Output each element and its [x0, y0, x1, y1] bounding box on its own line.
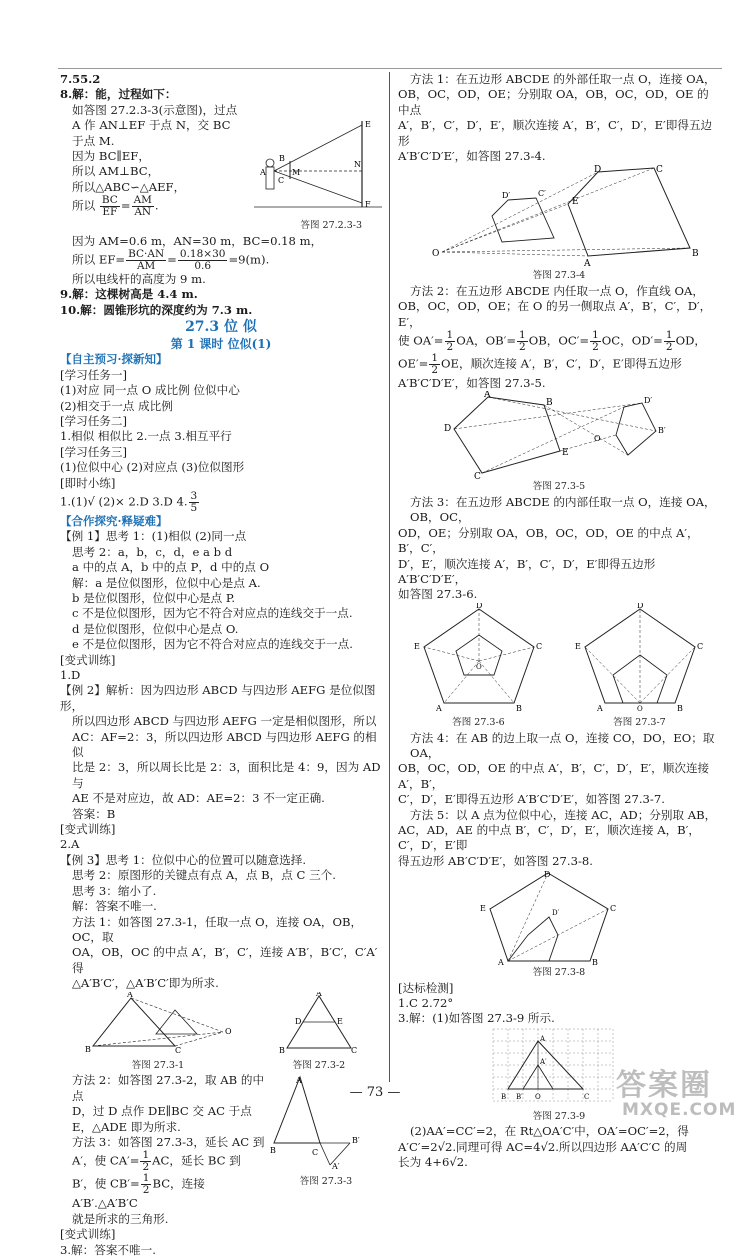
svg-text:E: E [337, 1016, 343, 1026]
method-1-line: 方法 1：在五边形 ABCDE 的外部任取一点 O，连接 OA， [410, 72, 716, 86]
svg-text:M: M [292, 167, 301, 177]
svg-text:C: C [696, 641, 703, 651]
example-1-line: 思考 2：a，b，c，d，e a b d [72, 544, 233, 559]
method-2-eq2: OE′= $\frac{1}{2}$ OE，顺次连接 A′，B′，C′，D′，E′即得五边形 [398, 352, 682, 377]
svg-text:E: E [480, 904, 486, 914]
example-3-line: 方法 1：如答图 27.3-1，任取一点 O，连接 OA，OB，OC，取 [72, 914, 363, 944]
method-2-line: D，过 D 点作 DE∥BC 交 AC 于点 [72, 1104, 252, 1119]
example-1-line: d 是位似图形，位似中心是点 O. [72, 621, 239, 636]
method-2-line: E，△ADE 即为所求. [72, 1119, 181, 1134]
svg-text:C: C [312, 1148, 319, 1158]
method-5-line: AC，AD，AE 的中点 B′，C′，D′，E′，顺次连接 A，B′，C′，D′，E′即 [398, 822, 700, 853]
svg-text:A′: A′ [332, 1162, 340, 1170]
figure-caption: 答图 27.2.3-3 [300, 220, 362, 232]
svg-text:B: B [85, 1044, 91, 1054]
svg-text:D: D [594, 165, 602, 176]
svg-text:O: O [636, 704, 643, 711]
band-preview: 【自主预习·探新知】 [60, 352, 168, 367]
svg-text:E: E [562, 448, 569, 459]
svg-text:B′: B′ [658, 426, 666, 436]
figure-caption: 答图 27.3-4 [532, 270, 586, 282]
svg-text:O: O [225, 1026, 232, 1036]
figure-27-3-2 [279, 992, 359, 1054]
svg-text:D: D [475, 602, 482, 610]
method-1-line: A′，B′，C′，D′，E′，顺次连接 A′，B′，C′，D′，E′即得五边形 [398, 118, 713, 148]
question-3: 3.解：(1)如答图 27.3-9 所示. [398, 1011, 555, 1026]
svg-text:E: E [413, 641, 420, 651]
method-2-eq: 使 OA′= $\frac{1}{2}$ OA，OB′= $\frac{1}{2}$ OB，OC′= $\frac{1}{2}$ OC，OD′= $\frac{1}{2}$ OD， [398, 329, 706, 354]
figure-27-3-8 [478, 869, 638, 965]
figure-27-3-4 [398, 164, 720, 268]
method-3-eq: A′，使 CA′= $\frac{1}{2}$ AC，延长 BC 到 [72, 1149, 241, 1174]
example-2-answer: 答案：B [72, 806, 116, 821]
svg-text:A: A [296, 1076, 302, 1086]
svg-text:D′: D′ [502, 191, 511, 201]
svg-text:F: F [365, 199, 371, 209]
watermark-url: MXQE.COM [622, 1100, 737, 1120]
task-answer: (1)对应 同一点 O 成比例 位似中心 [60, 383, 240, 398]
example-3-line: 解：答案不唯一. [72, 899, 157, 914]
watermark-logo [588, 1060, 738, 1122]
svg-text:C: C [610, 904, 617, 914]
svg-text:B′: B′ [352, 1136, 360, 1146]
svg-text:C: C [584, 1092, 590, 1101]
svg-text:N: N [354, 159, 361, 169]
svg-text:A: A [596, 703, 603, 711]
svg-text:D′: D′ [552, 909, 560, 918]
svg-text:A: A [127, 991, 133, 999]
task-heading: [学习任务三] [60, 444, 128, 459]
example-1-line: e 不是位似图形，因为它不符合对应点的连线交于一点. [72, 637, 353, 652]
check-answer: 1.C 2.72° [398, 996, 454, 1010]
figure-caption: 答图 27.3-9 [532, 1110, 586, 1122]
svg-text:C: C [535, 641, 542, 651]
figure-caption: 答图 27.3-3 [299, 1175, 353, 1187]
example-1-line: c 不是位似图形，因为它不符合对应点的连线交于一点. [72, 606, 353, 621]
example-1-line: a 中的点 A，b 中的点 P，d 中的点 O [72, 560, 270, 575]
question-3-line: (2)AA′=CC′=2，在 Rt△OA′C′中，OA′=OC′=2，得 [410, 1124, 689, 1139]
answer-q9: 9.解：这棵树高是 4.4 m. [60, 287, 198, 302]
method-3-line: 如答图 27.3-6. [398, 587, 478, 602]
header-rule [58, 68, 722, 69]
method-3-line: 方法 3：如答图 27.3-3，延长 AC 到 [72, 1134, 265, 1149]
task-heading: [达标检测] [398, 980, 454, 995]
right-column [398, 72, 720, 1170]
method-5-line: 方法 5：以 A 点为位似中心，连接 AC，AD；分别取 AB， [410, 807, 717, 822]
svg-text:C: C [656, 165, 663, 176]
method-3-end: 就是所求的三角形. [72, 1211, 169, 1226]
task-heading: [即时小练] [60, 475, 116, 490]
svg-text:O: O [475, 662, 482, 671]
q8-line: 所以 AM⊥BC， [72, 164, 160, 179]
svg-text:C: C [351, 1045, 358, 1054]
answer-q7: 7.55.2 [60, 72, 101, 86]
q8-line: 所以△ABC∽△AEF， [72, 179, 186, 194]
figure-caption: 答图 27.3-8 [532, 967, 586, 979]
svg-text:B′: B′ [516, 1092, 523, 1101]
svg-text:B: B [279, 1045, 285, 1054]
example-2-line: 所以四边形 ABCD 与四边形 AEFG 一定是相似图形，所以 [72, 714, 377, 729]
svg-text:A: A [584, 259, 591, 269]
svg-text:A: A [260, 167, 266, 177]
svg-text:C′: C′ [538, 189, 546, 199]
svg-text:B: B [501, 1092, 507, 1101]
figure-27-3-5 [398, 391, 720, 479]
column-divider [389, 72, 390, 1082]
q8-line: 于点 M. [72, 133, 115, 148]
q8-line: 因为 BC∥EF， [72, 149, 150, 164]
figure-caption: 答图 27.3-6 [452, 717, 505, 729]
figure-row-1-2 [60, 992, 382, 1074]
q8-values: 因为 AM=0.6 m，AN=30 m，BC=0.18 m， [72, 233, 323, 248]
method-4-line: OB，OC，OD，OE 的中点 A′，B′，C′，D′，E′，顺次连接 A′，B′， [398, 761, 710, 791]
example-3-line: 思考 3：缩小了. [72, 883, 157, 898]
method-4-line: 方法 4：在 AB 的边上取一点 O，连接 CO，DO，EO；取 OA， [410, 730, 715, 760]
method-4-line: C′，D′，E′即得五边形 A′B′C′D′E′，如答图 27.3-7. [398, 792, 665, 807]
svg-text:D′: D′ [644, 396, 653, 406]
task-heading: [变式训练] [60, 822, 116, 837]
section-subtitle: 第 1 课时 位似(1) [170, 337, 272, 352]
method-2-end: A′B′C′D′E′，如答图 27.3-5. [398, 376, 546, 391]
q8-ratio: 所以 $\frac{BC}{EF}$ = $\frac{AM}{AN}$ . [72, 194, 159, 219]
variant-answer: 2.A [60, 837, 80, 852]
method-2-line: OB，OC，OD，OE；在 O 的另一侧取点 A′，B′，C′，D′，E′， [398, 299, 712, 329]
figure-caption: 答图 27.3-1 [131, 1059, 185, 1071]
method-3-line: 方法 3：在五边形 ABCDE 的内部任取一点 O，连接 OA，OB，OC， [410, 494, 716, 525]
answer-q8-title: 8.解：能，过程如下： [60, 87, 177, 102]
svg-text:C: C [175, 1045, 182, 1054]
page-number: — 73 — [349, 1085, 401, 1100]
svg-text:E: E [365, 119, 371, 129]
figure-27-2-3-3 [254, 103, 382, 213]
svg-text:D: D [544, 870, 551, 880]
svg-text:A: A [435, 703, 442, 711]
svg-text:B: B [515, 703, 522, 711]
svg-text:D: D [295, 1016, 302, 1026]
task-answer: 1.相似 相似比 2.一点 3.相互平行 [60, 429, 232, 444]
method-1-line: A′B′C′D′E′，如答图 27.3-4. [398, 149, 546, 164]
q8-line: 如答图 27.2.3-3(示意图)，过点 [72, 102, 238, 117]
left-column [60, 72, 382, 1258]
example-2-line: AE 不是对应边，故 AD：AE=2：3 不一定正确. [72, 791, 325, 806]
svg-text:A: A [484, 391, 491, 401]
svg-text:D: D [636, 602, 643, 610]
figure-27-3-6 [414, 603, 544, 711]
variant-answer: 3.解：答案不唯一. [60, 1242, 156, 1257]
svg-text:B: B [692, 249, 699, 260]
svg-text:C: C [474, 472, 481, 480]
watermark-text: 答案圈 [616, 1068, 712, 1103]
task-answer: (1)位似中心 (2)对应点 (3)位似图形 [60, 460, 245, 475]
method-1-line: OB，OC，OD，OE；分别取 OA，OB，OC，OD，OE 的中点 [398, 87, 709, 117]
q8-end: 所以电线杆的高度为 9 m. [72, 272, 206, 287]
example-1-title: 【例 1】思考 1：(1)相似 (2)同一点 [60, 529, 247, 544]
example-1-line: 解：a 是位似图形，位似中心是点 A. [72, 575, 261, 590]
method-3-line: OD，OE；分别取 OA，OB，OC，OD，OE 的中点 A′，B′，C′， [398, 525, 699, 556]
svg-text:A: A [316, 991, 322, 998]
task-heading: [学习任务二] [60, 413, 128, 428]
svg-text:B: B [270, 1146, 276, 1156]
svg-text:O: O [594, 434, 601, 444]
method-2-line: 方法 2：如答图 27.3-2，取 AB 的中点 [72, 1073, 265, 1103]
band-explore: 【合作探究·释疑难】 [60, 513, 168, 528]
figure-row-6-7 [398, 603, 720, 731]
example-2-line: AC：AF=2：3，所以四边形 ABCD 与四边形 AEFG 的相似 [72, 729, 377, 760]
svg-text:O: O [535, 1092, 541, 1101]
question-3-line: 长为 4+6√2. [398, 1155, 468, 1170]
figure-caption: 答图 27.3-5 [532, 481, 586, 493]
task-answer: (2)相交于一点 成比例 [60, 398, 173, 413]
method-5-line: 得五边形 AB′C′D′E′，如答图 27.3-8. [398, 853, 593, 868]
task-heading: [变式训练] [60, 652, 116, 667]
method-2-line: 方法 2：在五边形 ABCDE 内任取一点 O，作直线 OA， [410, 283, 705, 298]
section-title: 27.3 位 似 [185, 319, 257, 336]
answer-q10: 10.解：圆锥形坑的深度约为 7.3 m. [60, 302, 253, 317]
task-heading: [变式训练] [60, 1227, 116, 1242]
variant-answer: 1.D [60, 668, 81, 682]
svg-text:B: B [546, 398, 553, 409]
svg-text:A: A [540, 1034, 546, 1043]
svg-text:E: E [574, 641, 581, 651]
example-3-line: 思考 2：原图形的关键点有点 A，点 B，点 C 三个. [72, 868, 336, 883]
method-3-eq: B′，使 CB′= $\frac{1}{2}$ BC，连接 A′B′.△A′B′C [72, 1172, 205, 1211]
method-3-line: D′，E′，顺次连接 A′，B′，C′，D′，E′即得五边形 A′B′C′D′E′， [398, 556, 656, 586]
example-3-line: 【例 3】思考 1：位似中心的位置可以随意选择. [60, 852, 307, 867]
svg-text:A′: A′ [540, 1057, 547, 1066]
svg-text:D: D [444, 424, 452, 435]
example-3-line: △A′B′C′，△A′B′C′即为所求. [72, 976, 219, 991]
quick-answer: 1.(1)√ (2)× 2.D 3.D 4. $\frac{3}{5}$ [60, 489, 198, 514]
figure-caption: 答图 27.3-2 [292, 1059, 346, 1071]
figure-27-3-1 [83, 992, 233, 1054]
svg-text:B: B [279, 153, 285, 163]
svg-text:O: O [432, 249, 440, 260]
example-2-line: 比是 2：3，所以周长比是 2：3，面积比是 4：9，因为 AD 与 [72, 760, 381, 790]
svg-text:B: B [676, 703, 683, 711]
svg-text:E: E [572, 197, 579, 208]
example-3-line: OA，OB，OC 的中点 A′，B′，C′，连接 A′B′，B′C′，C′A′得 [72, 945, 378, 975]
figure-caption: 答图 27.3-7 [613, 717, 666, 729]
example-1-line: b 是位似图形，位似中心是点 P. [72, 590, 236, 605]
example-2-line: 【例 2】解析：因为四边形 ABCD 与四边形 AEFG 是位似图形， [60, 683, 376, 713]
q8-line: A 作 AN⊥EF 于点 N，交 BC [72, 118, 231, 133]
q8-calc: 所以 EF= $\frac{BC\cdot AN}{AM}$ = $\frac{0.18\times 30}{0.6}$ =9(m). [72, 248, 270, 273]
task-heading: [学习任务一] [60, 367, 128, 382]
svg-text:B: B [592, 958, 598, 966]
svg-text:C: C [278, 175, 285, 185]
question-3-line: A′C′=2√2.同理可得 AC=4√2.所以四边形 AA′C′C 的周 [398, 1139, 688, 1154]
svg-text:A: A [498, 958, 504, 966]
figure-27-3-7 [575, 603, 705, 711]
